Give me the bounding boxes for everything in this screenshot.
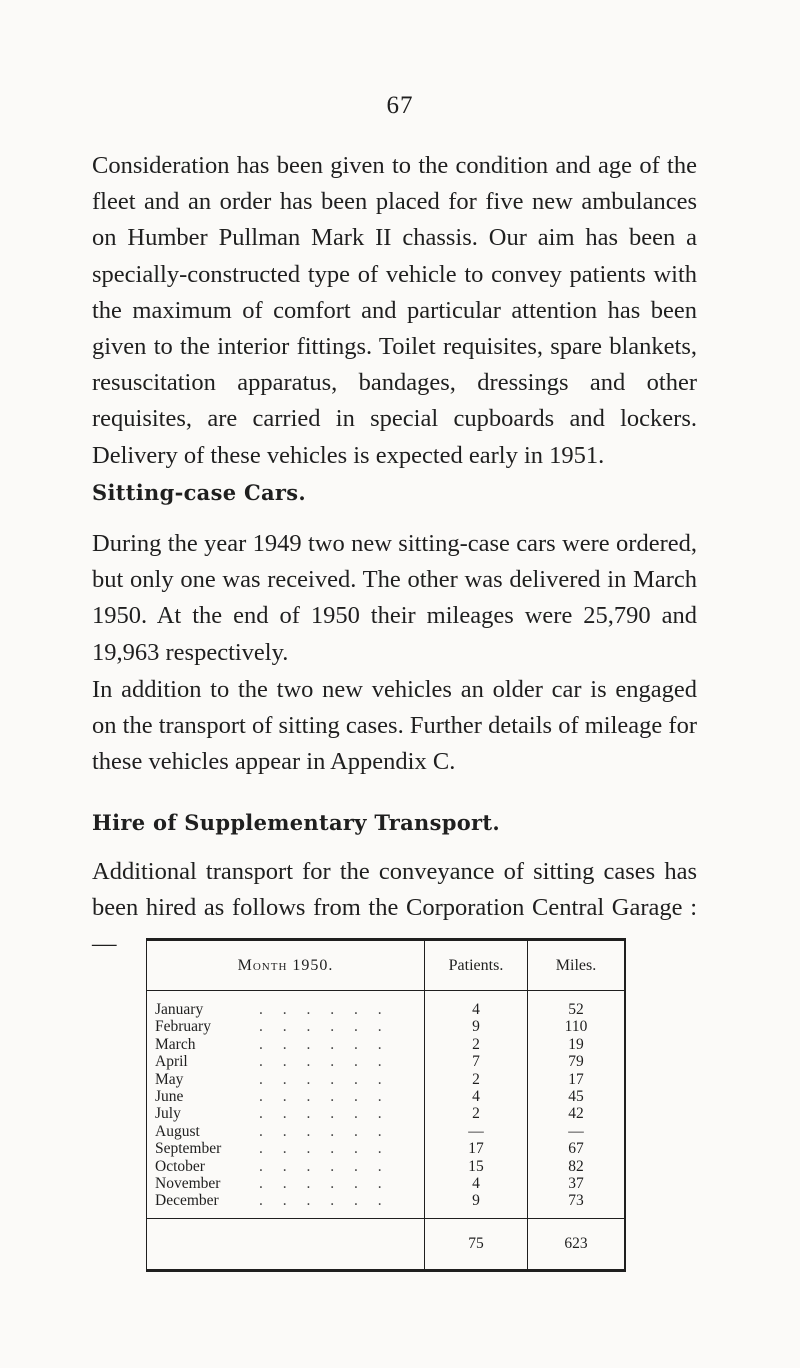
patients-cell: 15: [425, 1158, 528, 1175]
table-row: [147, 1036, 626, 1053]
hire-transport-table: [146, 938, 626, 1272]
table-row: [147, 1140, 626, 1157]
leader-dots: . . . . . .: [259, 1018, 390, 1036]
table-header-row: [147, 940, 626, 991]
leader-dots: . . . . . .: [259, 1070, 390, 1088]
leader-dots: . . . . . .: [259, 1105, 390, 1123]
patients-cell: 4: [425, 991, 528, 1019]
header-month: Month 1950.: [147, 940, 425, 991]
leader-dots: . . . . . .: [259, 1140, 390, 1158]
table-row: [147, 1105, 626, 1122]
miles-cell: 45: [528, 1088, 626, 1105]
month-cell: September: [155, 1140, 222, 1158]
table-row: [147, 1053, 626, 1070]
miles-cell: 73: [528, 1192, 626, 1218]
patients-cell: 17: [425, 1140, 528, 1157]
month-cell: December: [155, 1192, 219, 1210]
patients-cell: 2: [425, 1036, 528, 1053]
paragraph-sitting-1: During the year 1949 two new sitting-case cars were ordered, but only one was received. The other was delivered in March 1950. At the end of 1950 their mileages were 25,790 and 19,963 respectively.: [92, 530, 697, 666]
totals-row: [147, 1218, 626, 1270]
miles-cell: —: [528, 1123, 626, 1140]
patients-cell: 9: [425, 1192, 528, 1218]
table-row: [147, 1088, 626, 1105]
miles-cell: 37: [528, 1175, 626, 1192]
miles-cell: 110: [528, 1018, 626, 1035]
table-row: [147, 1175, 626, 1192]
leader-dots: . . . . . .: [259, 1001, 390, 1018]
table-row: [147, 991, 626, 1019]
miles-cell: 79: [528, 1053, 626, 1070]
heading-hire-transport: Hire of Supplementary Transport.: [92, 810, 501, 835]
heading-sitting-case-cars: Sitting-case Cars.: [92, 480, 306, 505]
month-cell: June: [155, 1088, 184, 1106]
patients-cell: —: [425, 1123, 528, 1140]
miles-cell: 17: [528, 1071, 626, 1088]
total-miles: 623: [528, 1218, 626, 1270]
paragraph-sitting-2: In addition to the two new vehicles an older car is engaged on the transport of sitting cases. Further details of mileage for these vehicles appear in Appendix C.: [92, 676, 697, 776]
month-cell: July: [155, 1105, 181, 1123]
miles-cell: 19: [528, 1036, 626, 1053]
leader-dots: . . . . . .: [259, 1175, 390, 1193]
table-row: [147, 1192, 626, 1218]
month-cell: August: [155, 1122, 200, 1140]
month-cell: November: [155, 1175, 221, 1193]
month-cell: May: [155, 1070, 184, 1088]
page-number: 67: [386, 92, 414, 119]
leader-dots: . . . . . .: [259, 1053, 390, 1071]
patients-cell: 2: [425, 1071, 528, 1088]
table-row: [147, 1018, 626, 1035]
miles-cell: 67: [528, 1140, 626, 1157]
patients-cell: 9: [425, 1018, 528, 1035]
table-row: [147, 1158, 626, 1175]
miles-cell: 82: [528, 1158, 626, 1175]
leader-dots: . . . . . .: [259, 1192, 390, 1210]
leader-dots: . . . . . .: [259, 1122, 390, 1140]
month-cell: March: [155, 1035, 196, 1053]
miles-cell: 42: [528, 1105, 626, 1122]
header-miles: Miles.: [528, 940, 626, 991]
miles-cell: 52: [528, 991, 626, 1019]
month-cell: April: [155, 1053, 188, 1071]
patients-cell: 4: [425, 1088, 528, 1105]
leader-dots: . . . . . .: [259, 1035, 390, 1053]
header-patients: Patients.: [425, 940, 528, 991]
table-row: [147, 1071, 626, 1088]
month-cell: January: [155, 1001, 204, 1018]
patients-cell: 2: [425, 1105, 528, 1122]
table-row: [147, 1123, 626, 1140]
month-cell: February: [155, 1018, 211, 1036]
leader-dots: . . . . . .: [259, 1157, 390, 1175]
patients-cell: 7: [425, 1053, 528, 1070]
patients-cell: 4: [425, 1175, 528, 1192]
leader-dots: . . . . . .: [259, 1088, 390, 1106]
month-cell: October: [155, 1157, 205, 1175]
total-patients: 75: [425, 1218, 528, 1270]
paragraph-fleet: Consideration has been given to the condition and age of the fleet and an order has been placed for five new ambulances on Humber Pullman Mark II chassis. Our aim has been a specially-constructed type of vehicle to convey patients with the maximum of comfort and particular attention has been given to the interior fittings. Toilet requisites, spare blankets, resuscitation apparatus, bandages, dressings and other requisites, are carried in special cupboards and lockers. Delivery of these vehicles is expected early in 1951.: [92, 152, 697, 469]
paragraph-hire: Additional transport for the conveyance of sitting cases has been hired as follows from the Corporation Central Garage :—: [92, 858, 697, 958]
